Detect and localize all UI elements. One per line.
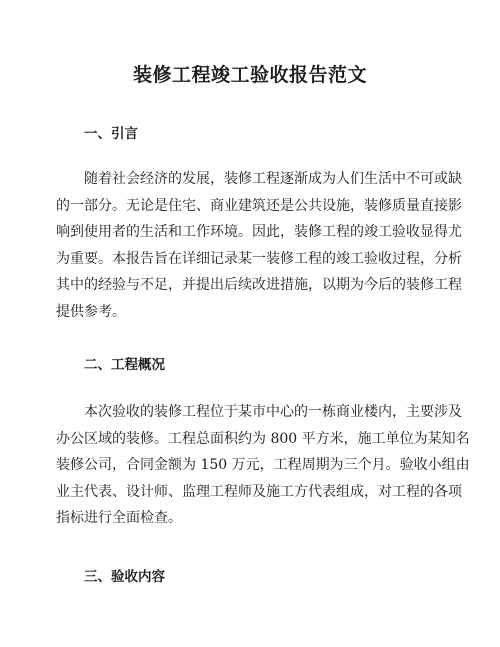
- section-heading-introduction: 一、引言: [84, 126, 138, 142]
- paragraph-line: 办公区域的装修。工程总面积约为 800 平方米，施工单位为某知名: [56, 430, 470, 447]
- paragraph-line: 的一部分。无论是住宅、商业建筑还是公共设施，装修质量直接影: [56, 197, 462, 214]
- paragraph-line: 响到使用者的生活和工作环境。因此，装修工程的竣工验收显得尤: [56, 224, 462, 240]
- section-paragraph-project-overview: [56, 399, 470, 532]
- paragraph-line: 本次验收的装修工程位于某市中心的一栋商业楼内，主要涉及: [84, 404, 462, 420]
- paragraph-line: 指标进行全面检查。: [56, 510, 182, 526]
- paragraph-line: 装修公司，合同金额为 150 万元，工程周期为三个月。验收小组由: [56, 457, 470, 473]
- paragraph-line: 业主代表、设计师、监理工程师及施工方代表组成，对工程的各项: [56, 483, 462, 500]
- section-heading-acceptance-content: 三、验收内容: [84, 569, 165, 585]
- section-paragraph-introduction: [56, 166, 462, 325]
- paragraph-line: 为重要。本报告旨在详细记录某一装修工程的竣工验收过程，分析: [56, 250, 462, 267]
- paragraph-line: 其中的经验与不足，并提出后续改进措施，以期为今后的装修工程: [56, 277, 462, 293]
- paragraph-line: 提供参考。: [56, 303, 126, 320]
- document-title: 装修工程竣工验收报告范文: [132, 64, 367, 86]
- paragraph-line: 随着社会经济的发展，装修工程逐渐成为人们生活中不可或缺: [84, 171, 462, 187]
- section-heading-project-overview: 二、工程概况: [84, 357, 165, 373]
